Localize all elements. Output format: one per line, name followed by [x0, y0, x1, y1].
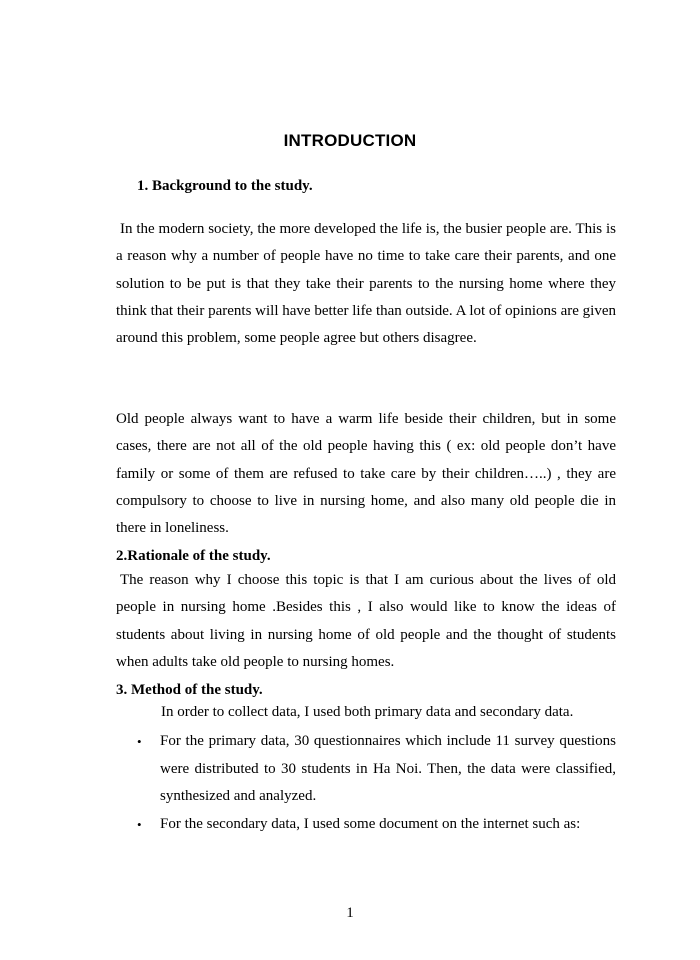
section-heading-background: 1. Background to the study.: [137, 178, 313, 194]
list-item-primary-data: For the primary data, 30 questionnaires which include 11 survey questions were distributed to 30 students in Ha Noi. Then, the data were classified, synthesized and analyzed.: [160, 733, 616, 805]
bullet-icon: •: [137, 734, 142, 749]
list-item-secondary-data: For the secondary data, I used some document on the internet such as:: [160, 816, 581, 832]
paragraph-background-1: In the modern society, the more developed the life is, the busier people are. This is a reason why a number of people have no time to take care their parents, and one solution to be put is that they take their parents to the nursing home where they think that their parents will have better life than outside. A lot of opinions are given around this problem, some people agree but others disagree.: [116, 221, 616, 347]
paragraph-rationale: The reason why I choose this topic is that I am curious about the lives of old people in nursing home .Besides this , I also would like to know the ideas of students about living in nursing home of old people and the thought of students when adults take old people to nursing homes.: [116, 572, 616, 670]
section-heading-method: 3. Method of the study.: [116, 682, 263, 698]
page-title: INTRODUCTION: [283, 131, 417, 150]
section-heading-rationale: 2.Rationale of the study.: [116, 548, 271, 564]
bullet-icon: •: [137, 817, 142, 832]
paragraph-background-2: Old people always want to have a warm life beside their children, but in some cases, there are not all of the old people having this ( ex: old people don’t have family or some of them are refused to take care by their children…..) , they are compulsory to choose to live in nursing home, and also many old people die in there in loneliness.: [116, 411, 616, 537]
paragraph-method-intro: In order to collect data, I used both primary data and secondary data.: [161, 704, 574, 720]
page-number: 1: [346, 905, 354, 921]
